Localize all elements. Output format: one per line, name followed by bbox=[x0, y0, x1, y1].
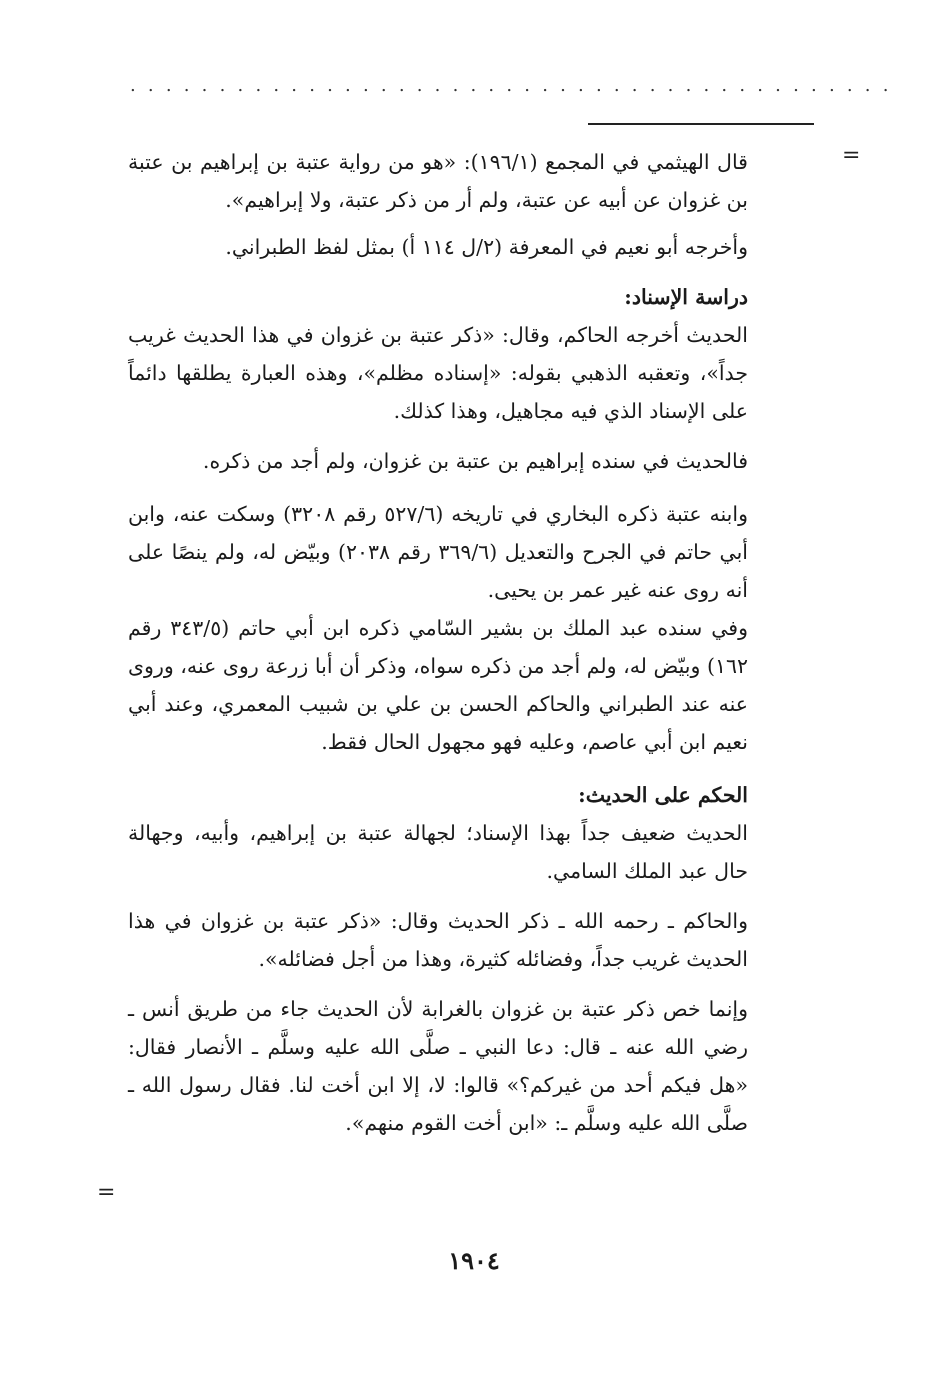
header-dotted-rule: ........................................... bbox=[130, 75, 901, 96]
continuation-mark-bottom: = bbox=[97, 1180, 116, 1205]
paragraph-anas-hadith: وإنما خص ذكر عتبة بن غزوان بالغرابة لأن الحديث جاء من طريق أنس ـ رضي الله عنه ـ قال: دعا النبي ـ صلَّى الله عليه وسلَّم ـ الأنصار فقال: «هل فيكم أحد من غيركم؟» قالوا: لا، إلا ابن أخت لنا. فقال رسول الله ـ صلَّى الله عليه وسلَّم ـ: «ابن أخت القوم منهم». bbox=[128, 997, 748, 1135]
paragraph-utbah: وابنه عتبة ذكره البخاري في تاريخه (٥٢٧/٦ رقم ٣٢٠٨) وسكت عنه، وابن أبي حاتم في الجرح والتعديل (٣٦٩/٦ رقم ٢٠٣٨) وبيّض له، ولم ينصًا على أنه روى عنه غير عمر بن يحيى. bbox=[128, 502, 748, 602]
continuation-mark-top: = bbox=[842, 143, 861, 168]
paragraph-haythami: قال الهيثمي في المجمع (١٩٦/١): «هو من رواية عتبة بن إبراهيم بن عتبة بن غزوان عن أبيه عن عتبة، ولم أر من ذكر عتبة، ولا إبراهيم». bbox=[128, 150, 748, 212]
paragraph-ruling: الحديث ضعيف جداً بهذا الإسناد؛ لجهالة عتبة بن إبراهيم، وأبيه، وجهالة حال عبد الملك السامي. bbox=[128, 821, 748, 883]
paragraph-hakim: الحديث أخرجه الحاكم، وقال: «ذكر عتبة بن غزوان في هذا الحديث غريب جداً»، وتعقبه الذهبي بقوله: «إسناده مظلم»، وهذه العبارة يطلقها دائماً على الإسناد الذي فيه مجاهيل، وهذا كذلك. bbox=[128, 323, 748, 423]
paragraph-ibrahim: فالحديث في سنده إبراهيم بن عتبة بن غزوان، ولم أجد من ذكره. bbox=[202, 449, 748, 473]
heading-isnad-study: دراسة الإسناد: bbox=[624, 285, 748, 309]
paragraph-abd-al-malik: وفي سنده عبد الملك بن بشير السّامي ذكره ابن أبي حاتم (٣٤٣/٥ رقم ١٦٢) وبيّض له، ولم أجد من ذكره سواه، وذكر أن أبا زرعة روى عنه، وروى عنه عند الطبراني والحاكم الحسن بن علي بن شبيب المعمري، وعند أبي نعيم ابن أبي عاصم، وعليه فهو مجهول الحال فقط. bbox=[128, 616, 748, 754]
paragraph-abu-nuaym: وأخرجه أبو نعيم في المعرفة (٢/ل ١١٤ أ) بمثل لفظ الطبراني. bbox=[225, 235, 748, 259]
paragraph-hakim-comment: والحاكم ـ رحمه الله ـ ذكر الحديث وقال: «ذكر عتبة بن غزوان في هذا الحديث غريب جداً، وفضائله كثيرة، وهذا من أجل فضائله». bbox=[128, 909, 748, 971]
page-body bbox=[128, 143, 748, 1142]
footnote-separator bbox=[588, 123, 814, 125]
heading-ruling: الحكم على الحديث: bbox=[578, 783, 748, 807]
page-number: ١٩٠٤ bbox=[448, 1246, 500, 1275]
